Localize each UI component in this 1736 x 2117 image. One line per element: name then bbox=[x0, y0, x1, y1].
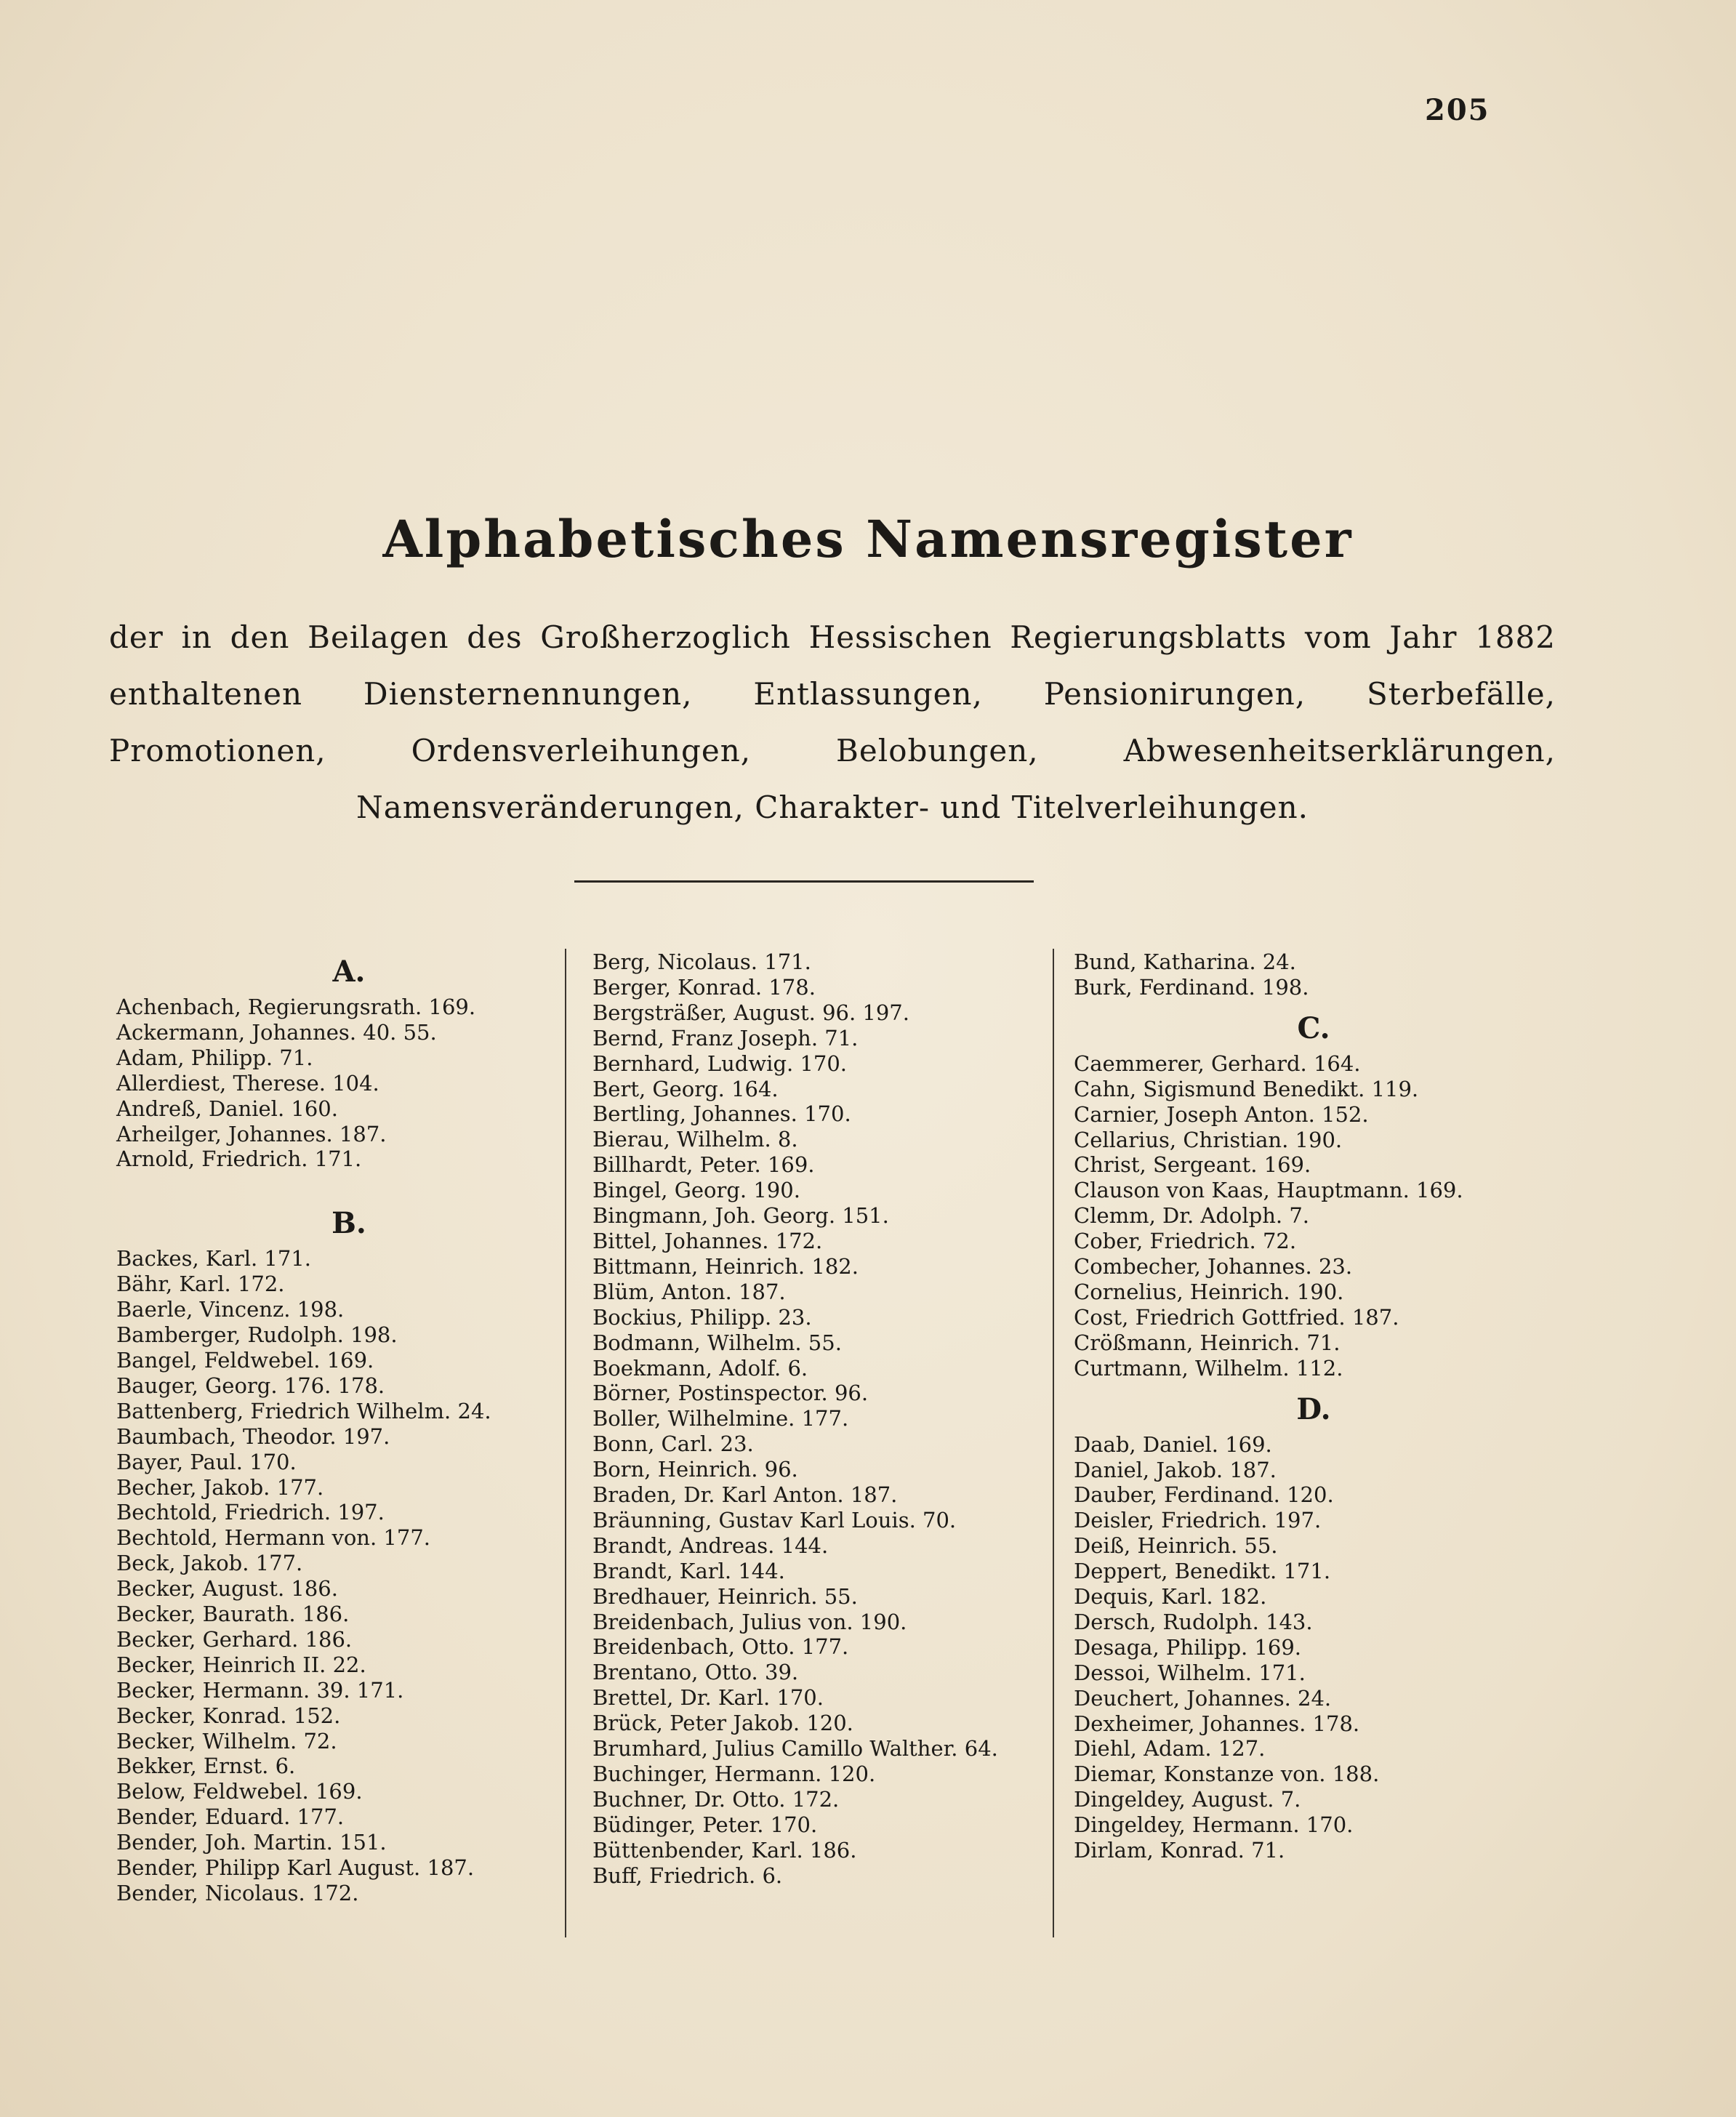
index-entry: Cornelius, Heinrich. 190. bbox=[1074, 1279, 1344, 1304]
index-entry: Bender, Philipp Karl August. 187. bbox=[116, 1855, 475, 1881]
index-entry: Becker, Hermann. 39. 171. bbox=[116, 1677, 404, 1703]
index-entry: Blüm, Anton. 187. bbox=[592, 1279, 786, 1304]
index-entry: Bähr, Karl. 172. bbox=[116, 1272, 285, 1297]
index-column-3 bbox=[1074, 949, 1539, 1863]
index-entry: Bernhard, Ludwig. 170. bbox=[592, 1051, 848, 1076]
index-entry: Bauger, Georg. 176. 178. bbox=[116, 1373, 385, 1398]
index-entry: Below, Feldwebel. 169. bbox=[116, 1779, 363, 1804]
index-entry: Billhardt, Peter. 169. bbox=[592, 1152, 815, 1178]
index-entry: Bekker, Ernst. 6. bbox=[116, 1754, 296, 1779]
index-entry: Büttenbender, Karl. 186. bbox=[592, 1837, 857, 1863]
index-entry: Dingeldey, Hermann. 170. bbox=[1074, 1812, 1354, 1838]
index-entry: Allerdiest, Therese. 104. bbox=[116, 1070, 379, 1096]
index-entry: Bechtold, Friedrich. 197. bbox=[116, 1500, 385, 1525]
index-entry: Bamberger, Rudolph. 198. bbox=[116, 1322, 398, 1348]
index-entry: Arheilger, Johannes. 187. bbox=[116, 1121, 387, 1146]
index-entry: Dequis, Karl. 182. bbox=[1074, 1584, 1267, 1610]
register-subtitle: der in den Beilagen des Großherzoglich Hessischen Regierungsblatts vom Jahr 1882 enthaltenen Diensternennungen, Entlassungen, Pensionirungen, Sterbefälle, Promotionen, Ordensverleihungen, Belobungen, Abwesenheitserklärungen, Namensveränderungen, Charakter- und Titelverleihungen. bbox=[109, 619, 1556, 825]
index-entry: Berger, Konrad. 178. bbox=[592, 974, 816, 1000]
index-entry: Boekmann, Adolf. 6. bbox=[592, 1355, 808, 1381]
index-entry: Bund, Katharina. 24. bbox=[1074, 949, 1296, 974]
index-entry: Bockius, Philipp. 23. bbox=[592, 1304, 812, 1330]
index-entry: Becker, August. 186. bbox=[116, 1576, 338, 1602]
index-entry: Brentano, Otto. 39. bbox=[592, 1660, 799, 1685]
index-entry: Deuchert, Johannes. 24. bbox=[1074, 1685, 1332, 1711]
index-entry: Bingmann, Joh. Georg. 151. bbox=[592, 1203, 889, 1229]
index-entry: Brumhard, Julius Camillo Walther. 64. bbox=[592, 1736, 998, 1762]
index-entry: Achenbach, Regierungsrath. 169. bbox=[116, 995, 476, 1019]
index-entry: Boller, Wilhelmine. 177. bbox=[592, 1406, 849, 1431]
index-entry: Becker, Baurath. 186. bbox=[116, 1602, 350, 1627]
index-column-2 bbox=[592, 949, 1058, 1889]
index-entry: Becker, Gerhard. 186. bbox=[116, 1626, 353, 1652]
index-entry: Braden, Dr. Karl Anton. 187. bbox=[592, 1482, 898, 1508]
register-title: Alphabetisches Namensregister bbox=[382, 509, 1354, 569]
index-entry: Andreß, Daniel. 160. bbox=[116, 1096, 338, 1121]
index-entry: Berg, Nicolaus. 171. bbox=[592, 949, 811, 974]
index-entry: Cahn, Sigismund Benedikt. 119. bbox=[1074, 1076, 1419, 1101]
index-entry: Bingel, Georg. 190. bbox=[592, 1178, 800, 1203]
index-entry: Ackermann, Johannes. 40. 55. bbox=[116, 1019, 437, 1045]
index-entry: Becker, Wilhelm. 72. bbox=[116, 1728, 337, 1754]
index-entry: Caemmerer, Gerhard. 164. bbox=[1074, 1051, 1361, 1076]
index-entry: Becker, Heinrich II. 22. bbox=[116, 1652, 366, 1677]
index-entry: Adam, Philipp. 71. bbox=[116, 1045, 313, 1070]
index-entry: Clemm, Dr. Adolph. 7. bbox=[1074, 1203, 1310, 1229]
index-entry: Bräunning, Gustav Karl Louis. 70. bbox=[592, 1507, 957, 1532]
index-entry: Breidenbach, Julius von. 190. bbox=[592, 1609, 907, 1634]
index-entry: Curtmann, Wilhelm. 112. bbox=[1074, 1355, 1343, 1381]
index-entry: Becker, Konrad. 152. bbox=[116, 1703, 341, 1728]
index-entry: Christ, Sergeant. 169. bbox=[1074, 1152, 1311, 1178]
index-column-1 bbox=[116, 949, 567, 1906]
index-entry: Brandt, Andreas. 144. bbox=[592, 1532, 829, 1558]
index-entry: Cober, Friedrich. 72. bbox=[1074, 1229, 1297, 1254]
index-entry: Dessoi, Wilhelm. 171. bbox=[1074, 1660, 1306, 1685]
section-heading-c: C. bbox=[1297, 1011, 1330, 1045]
index-entry: Deisler, Friedrich. 197. bbox=[1074, 1508, 1322, 1533]
index-entry: Dirlam, Konrad. 71. bbox=[1074, 1838, 1285, 1863]
index-entry: Brück, Peter Jakob. 120. bbox=[592, 1711, 853, 1736]
index-entry: Baumbach, Theodor. 197. bbox=[116, 1423, 390, 1449]
page-number: 205 bbox=[1425, 93, 1490, 127]
index-entry: Buchinger, Hermann. 120. bbox=[592, 1762, 876, 1786]
index-entry: Brandt, Karl. 144. bbox=[592, 1558, 785, 1583]
index-entry: Bergsträßer, August. 96. 197. bbox=[592, 1000, 909, 1025]
index-entry: Bertling, Johannes. 170. bbox=[592, 1101, 851, 1127]
section-heading-d: D. bbox=[1296, 1391, 1331, 1426]
index-entry: Dexheimer, Johannes. 178. bbox=[1074, 1711, 1360, 1736]
index-entry: Buff, Friedrich. 6. bbox=[592, 1863, 783, 1888]
index-entry: Bender, Nicolaus. 172. bbox=[116, 1881, 359, 1905]
index-entry: Büdinger, Peter. 170. bbox=[592, 1812, 818, 1837]
index-entry: Diehl, Adam. 127. bbox=[1074, 1736, 1266, 1762]
index-entry: Arnold, Friedrich. 171. bbox=[116, 1146, 362, 1172]
index-entry: Becher, Jakob. 177. bbox=[116, 1474, 324, 1500]
index-entry: Bert, Georg. 164. bbox=[592, 1076, 779, 1101]
index-entry: Crößmann, Heinrich. 71. bbox=[1074, 1330, 1341, 1355]
index-entry: Desaga, Philipp. 169. bbox=[1074, 1634, 1302, 1660]
index-entry: Carnier, Joseph Anton. 152. bbox=[1074, 1101, 1369, 1127]
index-entry: Cost, Friedrich Gottfried. 187. bbox=[1074, 1304, 1399, 1330]
index-entry: Combecher, Johannes. 23. bbox=[1074, 1254, 1353, 1280]
index-entry: Deppert, Benedikt. 171. bbox=[1074, 1559, 1331, 1584]
index-entry: Bredhauer, Heinrich. 55. bbox=[592, 1583, 858, 1609]
index-entry: Burk, Ferdinand. 198. bbox=[1074, 974, 1309, 1000]
index-entry: Cellarius, Christian. 190. bbox=[1074, 1127, 1343, 1152]
index-entry: Born, Heinrich. 96. bbox=[592, 1457, 798, 1482]
index-entry: Bechtold, Hermann von. 177. bbox=[116, 1525, 430, 1551]
index-entry: Bodmann, Wilhelm. 55. bbox=[592, 1330, 842, 1355]
index-entry: Deiß, Heinrich. 55. bbox=[1074, 1533, 1278, 1559]
index-entry: Bayer, Paul. 170. bbox=[116, 1449, 297, 1474]
index-entry: Dingeldey, August. 7. bbox=[1074, 1787, 1301, 1812]
index-entry: Bittmann, Heinrich. 182. bbox=[592, 1253, 859, 1279]
index-entry: Baerle, Vincenz. 198. bbox=[116, 1297, 345, 1322]
section-heading-a: A. bbox=[332, 955, 366, 989]
index-entry: Brettel, Dr. Karl. 170. bbox=[592, 1685, 824, 1711]
index-entry: Dersch, Rudolph. 143. bbox=[1074, 1609, 1313, 1634]
index-entry: Bernd, Franz Joseph. 71. bbox=[592, 1025, 859, 1051]
index-entry: Backes, Karl. 171. bbox=[116, 1246, 311, 1272]
index-entry: Bittel, Johannes. 172. bbox=[592, 1228, 823, 1253]
index-entry: Diemar, Konstanze von. 188. bbox=[1074, 1762, 1380, 1787]
index-entry: Bangel, Feldwebel. 169. bbox=[116, 1347, 374, 1373]
index-entry: Clauson von Kaas, Hauptmann. 169. bbox=[1074, 1178, 1463, 1203]
index-entry: Bender, Eduard. 177. bbox=[116, 1804, 345, 1830]
index-entry: Daab, Daniel. 169. bbox=[1074, 1431, 1272, 1457]
index-entry: Dauber, Ferdinand. 120. bbox=[1074, 1482, 1334, 1508]
section-heading-b: B. bbox=[331, 1206, 366, 1241]
index-entry: Daniel, Jakob. 187. bbox=[1074, 1457, 1277, 1482]
index-entry: Bierau, Wilhelm. 8. bbox=[592, 1127, 798, 1152]
index-entry: Buchner, Dr. Otto. 172. bbox=[592, 1786, 840, 1812]
index-entry: Breidenbach, Otto. 177. bbox=[592, 1634, 849, 1660]
index-entry: Börner, Postinspector. 96. bbox=[592, 1381, 869, 1406]
index-entry: Battenberg, Friedrich Wilhelm. 24. bbox=[116, 1398, 491, 1423]
index-entry: Bender, Joh. Martin. 151. bbox=[116, 1830, 387, 1855]
index-entry: Beck, Jakob. 177. bbox=[116, 1551, 303, 1576]
title-rule bbox=[574, 880, 1034, 883]
index-entry: Bonn, Carl. 23. bbox=[592, 1431, 754, 1457]
